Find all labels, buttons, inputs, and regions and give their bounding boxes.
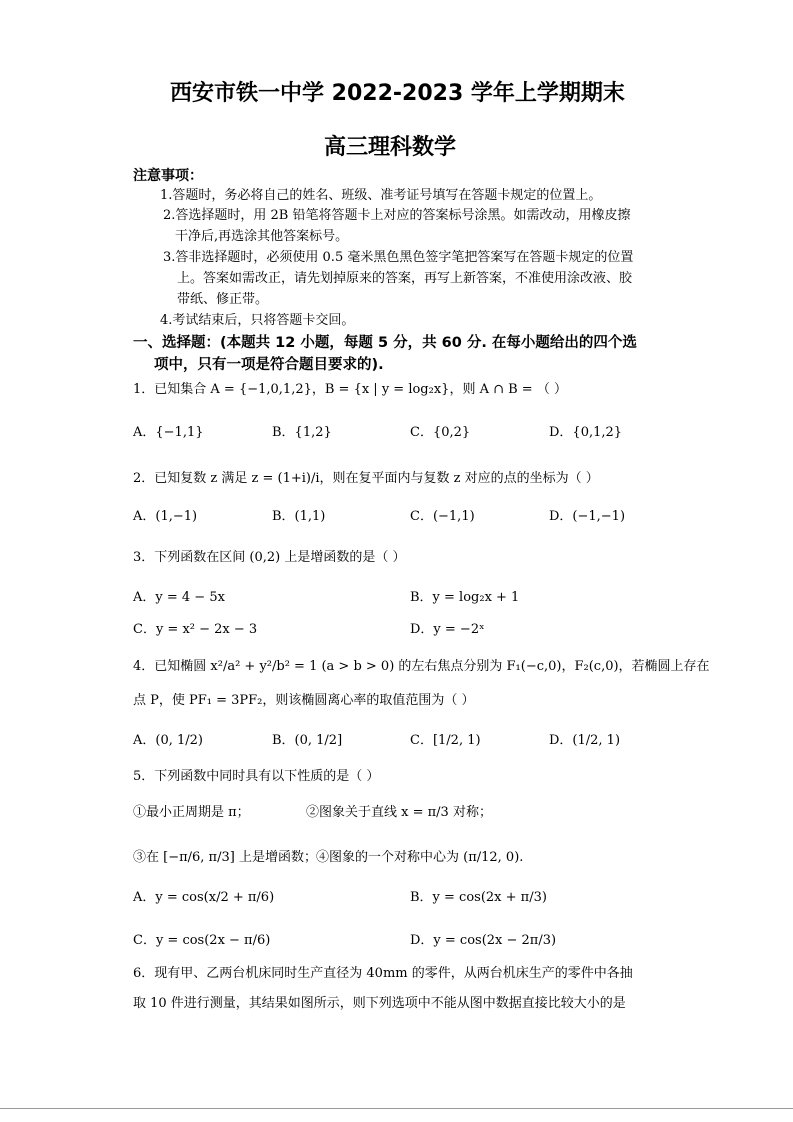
- notice-item-3-cont: 上。答案如需改正，请先划掉原来的答案，再写上新答案，不准使用涂改液、胶: [177, 271, 633, 286]
- question-5-property-2: ②图象关于直线 x = π/3 对称；: [306, 805, 492, 820]
- question-4-option-c: C．[1/2, 1): [410, 733, 481, 748]
- question-3-stem: 3．下列函数在区间 (0,2) 上是增函数的是（ ）: [133, 550, 406, 565]
- question-6-stem: 6．现有甲、乙两台机床同时生产直径为 40mm 的零件，从两台机床生产的零件中各抽: [133, 966, 633, 981]
- question-6-stem-cont: 取 10 件进行测量，其结果如图所示，则下列选项中不能从图中数据直接比较大小的是: [133, 996, 626, 1011]
- exam-title: 西安市铁一中学 2022-2023 学年上学期期末: [170, 81, 625, 106]
- question-1-option-d: D．{0,1,2}: [549, 425, 623, 440]
- notice-item-3: 3.答非选择题时，必须使用 0.5 毫米黑色黑色签字笔把答案写在答题卡规定的位置: [163, 250, 634, 265]
- question-1-stem: 1．已知集合 A = {−1,0,1,2}，B = {x | y = log₂x}，则 A ∩ B = （ ）: [133, 382, 567, 397]
- question-5-stem: 5．下列函数中同时具有以下性质的是（ ）: [133, 769, 380, 784]
- question-3-option-c: C．y = x² − 2x − 3: [133, 622, 258, 637]
- question-1-option-c: C．{0,2}: [410, 425, 471, 440]
- question-4-stem: 4．已知椭圆 x²/a² + y²/b² = 1 (a > b > 0) 的左右焦点分别为 F₁(−c,0)，F₂(c,0)，若椭圆上存在: [133, 659, 710, 674]
- section-heading: 一、选择题：(本题共 12 小题，每题 5 分，共 60 分. 在每小题给出的四个选: [133, 335, 637, 351]
- notice-item-2: 2.答选择题时，用 2B 铅笔将答题卡上对应的答案标号涂黑。如需改动，用橡皮擦: [163, 208, 631, 223]
- question-2-stem: 2．已知复数 z 满足 z = (1+i)/i，则在复平面内与复数 z 对应的点的坐标为（ ）: [133, 471, 599, 486]
- question-1-option-b: B．{1,2}: [272, 425, 332, 440]
- question-5-property-3: ③在 [−π/6, π/3] 上是增函数；: [133, 850, 317, 865]
- question-2-option-d: D．(−1,−1): [549, 509, 626, 524]
- notice-item-3-cont2: 带纸、修正带。: [177, 292, 269, 307]
- notice-item-4: 4.考试结束后，只将答题卡交回。: [160, 313, 355, 328]
- question-4-option-d: D．(1/2, 1): [549, 733, 621, 748]
- notice-item-1: 1.答题时，务必将自己的姓名、班级、准考证号填写在答题卡规定的位置上。: [160, 188, 602, 203]
- question-2-option-b: B．(1,1): [272, 509, 326, 524]
- question-3-option-b: B．y = log₂x + 1: [410, 590, 520, 605]
- exam-subtitle: 高三理科数学: [324, 135, 457, 160]
- question-5-option-d: D．y = cos(2x − 2π/3): [410, 933, 557, 948]
- question-4-option-a: A．(0, 1/2): [133, 733, 203, 748]
- question-5-option-b: B．y = cos(2x + π/3): [410, 890, 547, 905]
- question-5-property-1: ①最小正周期是 π；: [133, 805, 250, 820]
- question-4-option-b: B．(0, 1/2]: [272, 733, 343, 748]
- question-3-option-d: D．y = −2ˣ: [410, 622, 485, 637]
- question-2-option-a: A．(1,−1): [133, 509, 198, 524]
- section-heading-cont: 项中，只有一项是符合题目要求的).: [154, 357, 384, 373]
- page-bottom-divider: [0, 1108, 793, 1109]
- question-5-property-4: ④图象的一个对称中心为 (π/12, 0).: [316, 850, 524, 865]
- question-3-option-a: A．y = 4 − 5x: [133, 590, 225, 605]
- notice-item-2-cont: 干净后,再选涂其他答案标号。: [175, 229, 349, 244]
- notice-heading: 注意事项：: [133, 168, 203, 184]
- question-2-option-c: C．(−1,1): [410, 509, 475, 524]
- question-1-option-a: A．{−1,1}: [133, 425, 204, 440]
- question-4-stem-cont: 点 P，使 PF₁ = 3PF₂，则该椭圆离心率的取值范围为（ ）: [133, 693, 475, 708]
- question-5-option-c: C．y = cos(2x − π/6): [133, 933, 271, 948]
- question-5-option-a: A．y = cos(x/2 + π/6): [133, 890, 275, 905]
